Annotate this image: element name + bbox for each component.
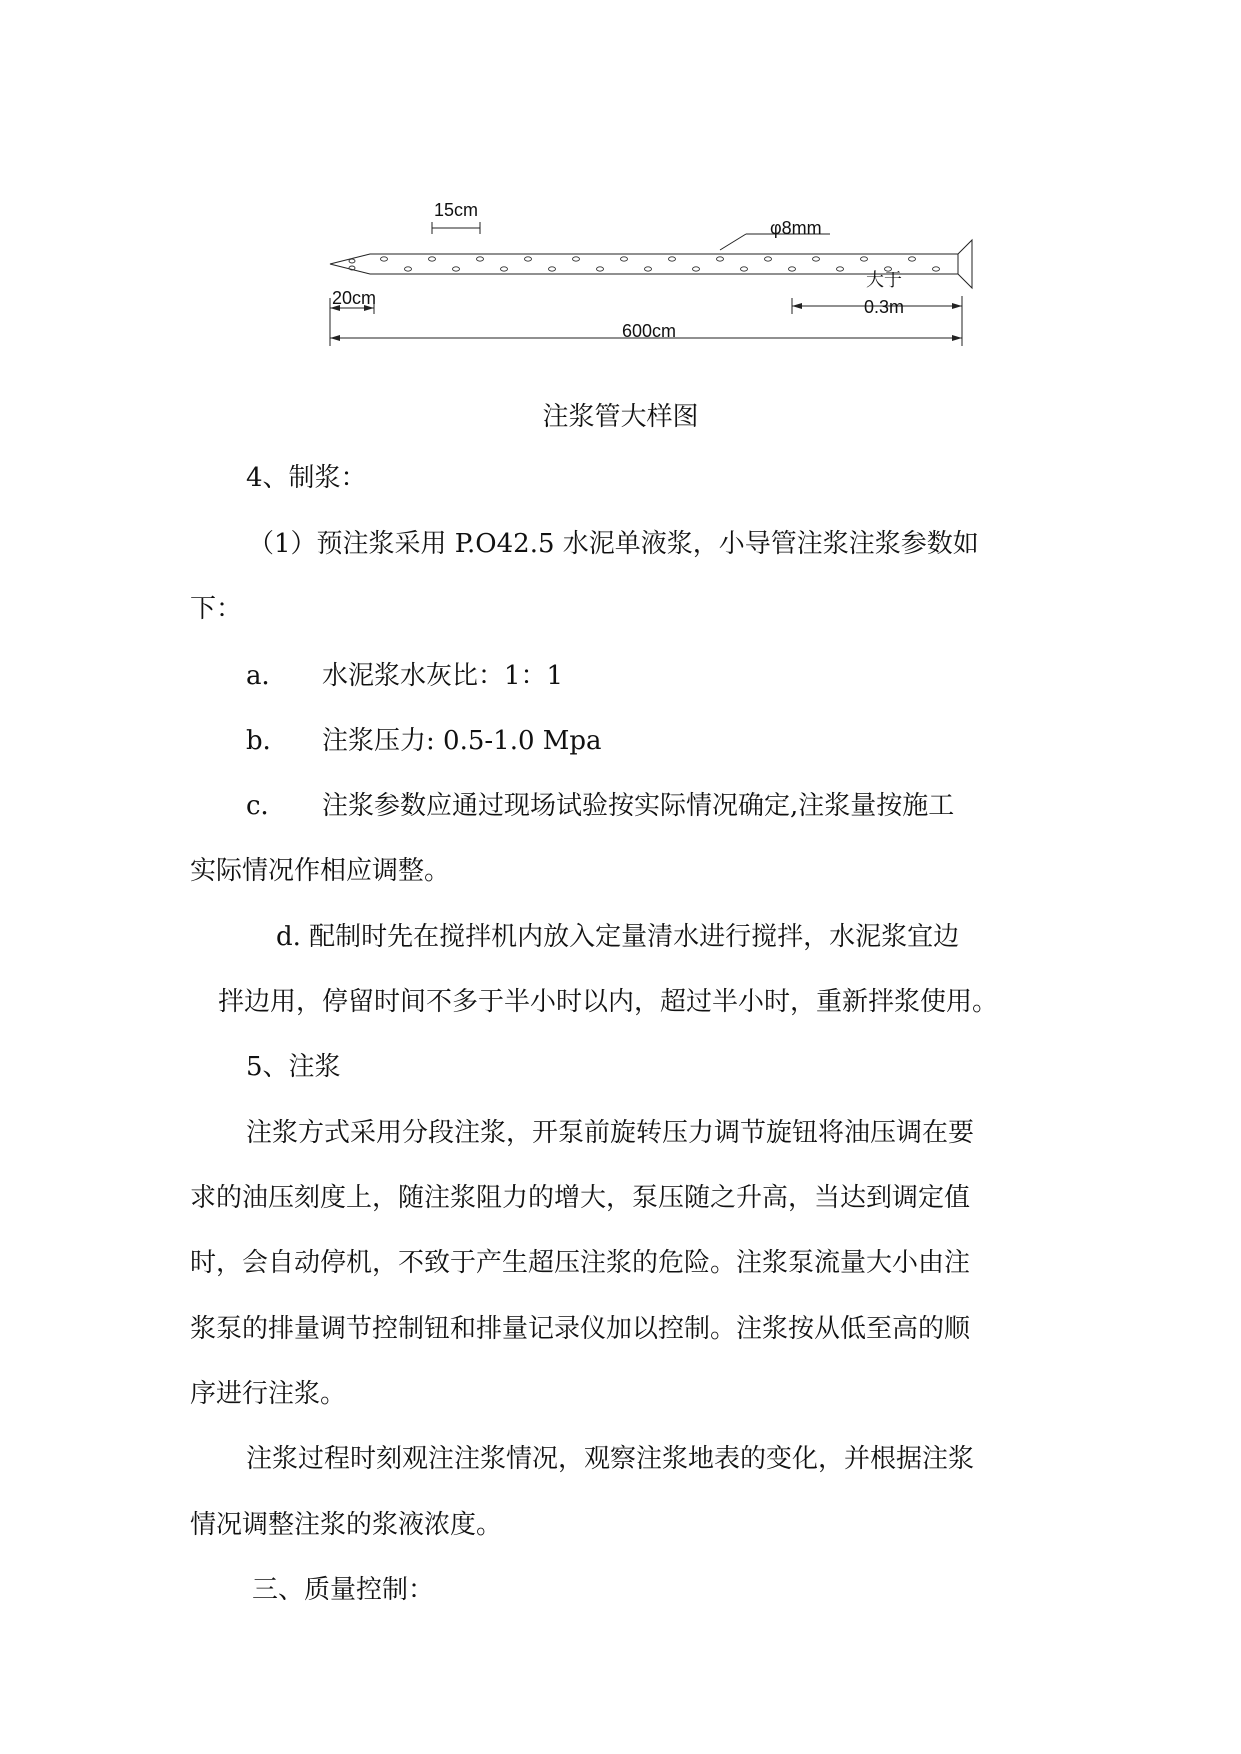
item-a	[246, 661, 563, 692]
paragraph-5-line-1: 注浆方式采用分段注浆，开泵前旋转压力调节旋钮将油压调在要	[246, 1118, 975, 1148]
end-length-label-top: 大于	[866, 270, 902, 291]
item-c-line-2: 实际情况作相应调整。	[190, 856, 451, 886]
grout-hole	[597, 267, 604, 271]
total-arrow-right	[952, 335, 962, 341]
grout-hole	[429, 257, 436, 261]
grouting-pipe-diagram	[0, 0, 1241, 360]
paragraph-1-line-1: （1）预注浆采用 P.O42.5 水泥单液浆，小导管注浆注浆参数如	[248, 529, 979, 559]
paragraph-5-line-5: 序进行注浆。	[190, 1379, 347, 1409]
item-b	[246, 726, 602, 757]
end-length-label-bottom: 0.3m	[864, 297, 905, 317]
section-heading-quality: 三、质量控制：	[252, 1575, 435, 1605]
end-arrow-right	[952, 303, 962, 309]
grout-hole	[765, 257, 772, 261]
grout-hole	[741, 267, 748, 271]
total-length-label: 600cm	[622, 321, 677, 341]
item-a-label: a．	[246, 661, 288, 691]
grout-hole	[789, 267, 796, 271]
paragraph-6-line-2: 情况调整注浆的浆液浓度。	[190, 1510, 503, 1540]
section-heading-5: 5、注浆	[246, 1052, 341, 1082]
end-arrow-left	[792, 303, 802, 309]
paragraph-5-line-2: 求的油压刻度上，随注浆阻力的增大，泵压随之升高，当达到调定值	[190, 1183, 971, 1213]
paragraph-6-line-1: 注浆过程时刻观注注浆情况，观察注浆地表的变化，并根据注浆	[246, 1444, 975, 1474]
grout-hole	[501, 267, 508, 271]
item-a-text: 水泥浆水灰比：1：1	[322, 661, 564, 691]
grout-hole	[645, 267, 652, 271]
total-arrow-left	[330, 335, 340, 341]
item-b-text: 注浆压力: 0.5-1.0 Mpa	[322, 726, 602, 756]
grout-hole	[477, 257, 484, 261]
grout-hole	[405, 267, 412, 271]
grout-hole	[525, 257, 532, 261]
grout-hole	[837, 267, 844, 271]
item-d-line-1: d. 配制时先在搅拌机内放入定量清水进行搅拌，水泥浆宜边	[276, 922, 960, 952]
section-heading-4: 4、制浆：	[246, 463, 367, 493]
grout-hole	[573, 257, 580, 261]
grout-hole	[813, 257, 820, 261]
item-d-line-2: 拌边用，停留时间不多于半小时以内，超过半小时，重新拌浆使用。	[218, 987, 999, 1017]
item-c-text: 注浆参数应通过现场试验按实际情况确定,注浆量按施工	[322, 791, 955, 821]
grout-hole	[861, 257, 868, 261]
grout-hole	[621, 257, 628, 261]
grout-hole	[349, 259, 355, 263]
grout-hole	[909, 257, 916, 261]
item-c	[246, 791, 954, 822]
diameter-label: φ8mm	[770, 218, 822, 238]
grout-hole	[453, 267, 460, 271]
grout-hole	[933, 267, 940, 271]
grout-hole	[381, 257, 388, 261]
grout-hole	[669, 257, 676, 261]
diameter-leader	[720, 234, 746, 250]
grout-hole	[549, 267, 556, 271]
spacing-label: 15cm	[434, 200, 479, 220]
grout-holes	[349, 257, 940, 271]
grout-hole	[717, 257, 724, 261]
grout-hole	[693, 267, 700, 271]
tip-length-label: 20cm	[332, 288, 377, 308]
paragraph-5-line-3: 时，会自动停机，不致于产生超压注浆的危险。注浆泵流量大小由注	[190, 1248, 971, 1278]
item-c-label: c．	[246, 791, 287, 821]
paragraph-5-line-4: 浆泵的排量调节控制钮和排量记录仪加以控制。注浆按从低至高的顺	[190, 1314, 971, 1344]
pipe-drawing	[0, 0, 1241, 360]
item-b-label: b．	[246, 726, 289, 756]
paragraph-1-line-2: 下：	[190, 594, 243, 624]
figure-caption: 注浆管大样图	[542, 402, 699, 432]
